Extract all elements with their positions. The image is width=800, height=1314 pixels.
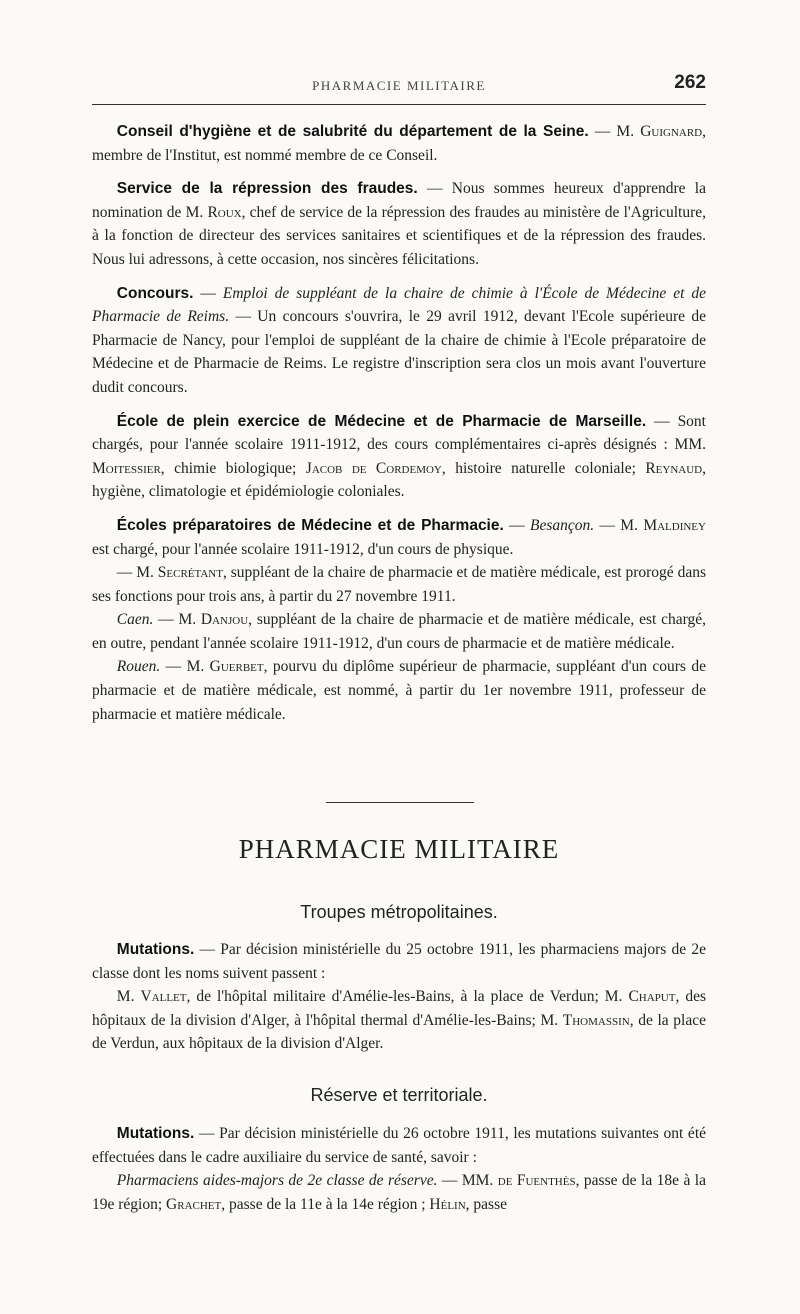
italic-run: Emploi de suppléant de la chaire de chimie à l'École de Médecine et de Pharmacie de Reims. bbox=[92, 284, 707, 326]
paragraph-caen bbox=[92, 608, 706, 655]
person-name: Reynaud bbox=[645, 459, 703, 477]
text-run: , suppléant de la chaire de pharmacie et de matière médicale, est prorogé dans ses fonctions pour trois ans, à partir du 27 novembre 1911. bbox=[92, 564, 706, 605]
italic-run: Besançon. bbox=[529, 516, 595, 534]
person-name: Jacob de Cordemoy bbox=[305, 459, 442, 477]
text-run: , hygiène, climatologie et épidémiologie coloniales. bbox=[92, 459, 706, 501]
text-run: — bbox=[193, 284, 223, 302]
text-run: — M. bbox=[160, 658, 210, 676]
text-run: , chimie biologique; bbox=[160, 459, 306, 477]
paragraph-repression-fraudes bbox=[92, 177, 706, 271]
italic-run: Caen. bbox=[116, 611, 154, 629]
paragraph-rouen bbox=[92, 655, 706, 726]
paragraph-heading: Mutations. bbox=[116, 1125, 195, 1142]
paragraph-heading: Concours. bbox=[116, 284, 194, 302]
person-name: Vallet bbox=[140, 988, 187, 1006]
person-name: de Fuenthès bbox=[497, 1172, 576, 1190]
paragraph-heading: Mutations. bbox=[116, 941, 195, 958]
paragraph-mutations-troupes bbox=[92, 938, 706, 985]
paragraph-ecoles-preparatoires bbox=[92, 514, 706, 561]
text-run: , passe de la 11e à la 14e région ; bbox=[221, 1195, 430, 1213]
person-name: Thomassin bbox=[562, 1011, 630, 1029]
paragraph-ecole-marseille bbox=[92, 410, 706, 504]
text-run: — Nous sommes heureux d'apprendre la nomination de M. bbox=[92, 180, 706, 221]
text-run: , histoire naturelle coloniale; bbox=[441, 459, 646, 477]
top-news-section bbox=[92, 120, 706, 726]
person-name: Roux bbox=[207, 203, 242, 221]
person-name: Chaput bbox=[628, 988, 676, 1006]
text-run: — M. bbox=[116, 564, 158, 582]
person-name: Hélin bbox=[429, 1195, 466, 1213]
text-run: — Un concours s'ouvrira, le 29 avril 1912, devant l'Ecole supérieure de Pharmacie de Nancy, pour l'emploi de suppléant de la chaire de chimie à l'Ecole préparatoire de Médecine et de Pharmacie de Reims. Le registre d'inscription sera clos un mois avant l'ouverture dudit concours. bbox=[92, 308, 706, 396]
paragraph-heading: Conseil d'hygiène et de salubrité du département de la Seine. bbox=[116, 123, 589, 140]
paragraph-mutations-list bbox=[92, 985, 706, 1056]
section-title: PHARMACIE MILITAIRE bbox=[238, 834, 560, 864]
person-name: Danjou bbox=[200, 611, 249, 629]
text-run: , passe bbox=[465, 1195, 507, 1213]
text-run: , chef de service de la répression des fraudes au ministère de l'Agriculture, à la fonction de directeur des services sanitaires et scientifiques et de la répression des fraudes. Nous lui adressons, à cette occasion, nos sincères félicitations. bbox=[92, 203, 706, 268]
reserve-section bbox=[92, 1122, 706, 1216]
paragraph-aides-majors bbox=[92, 1169, 706, 1216]
text-run: — Par décision ministérielle du 25 octobre 1911, les pharmaciens majors de 2e classe dont les noms suivent passent : bbox=[92, 941, 706, 982]
italic-run: Rouen. bbox=[116, 658, 161, 676]
paragraph-heading: École de plein exercice de Médecine et de Pharmacie de Marseille. bbox=[116, 412, 647, 430]
text-run: , des hôpitaux de la division d'Alger, à l'hôpital thermal d'Amélie-les-Bains; M. bbox=[92, 988, 706, 1029]
paragraph-secretant bbox=[92, 561, 706, 608]
text-run: , de l'hôpital militaire d'Amélie-les-Bains, à la place de Verdun; M. bbox=[186, 988, 629, 1006]
text-run: — bbox=[503, 516, 530, 534]
person-name: Maldiney bbox=[643, 516, 706, 534]
paragraph-mutations-reserve bbox=[92, 1122, 706, 1169]
person-name: Moitessier bbox=[92, 459, 161, 477]
paragraph-heading: Écoles préparatoires de Médecine et de Pharmacie. bbox=[116, 516, 504, 534]
text-run: , membre de l'Institut, est nommé membre de ce Conseil. bbox=[92, 123, 706, 164]
page-header bbox=[92, 68, 706, 105]
text-run: , pourvu du diplôme supérieur de pharmacie, suppléant d'un cours de pharmacie et de matière médicale, est nommé, à partir du 1er novembre 1911, professeur de pharmacie et matière médicale. bbox=[92, 658, 706, 723]
person-name: Guignard bbox=[640, 123, 703, 140]
italic-run: Pharmaciens aides-majors de 2e classe de réserve. bbox=[116, 1172, 438, 1190]
subsection-title-troupes: Troupes métropolitaines. bbox=[300, 902, 498, 922]
person-name: Secrétant bbox=[157, 564, 223, 582]
page-number: 262 bbox=[674, 72, 706, 93]
paragraph-concours bbox=[92, 282, 706, 400]
person-name: Guerbet bbox=[209, 658, 264, 676]
section-divider bbox=[326, 802, 474, 803]
text-run: M. bbox=[116, 988, 141, 1006]
paragraph-heading: Service de la répression des fraudes. bbox=[116, 180, 418, 198]
text-run: — M. bbox=[594, 516, 644, 534]
text-run: , passe de la 18e à la 19e région; bbox=[92, 1172, 706, 1213]
text-run: est chargé, pour l'année scolaire 1911-1912, d'un cours de physique. bbox=[92, 540, 514, 558]
person-name: Grachet bbox=[166, 1195, 222, 1213]
text-run: , suppléant de la chaire de pharmacie et de matière médicale, est chargé, en outre, pendant l'année scolaire 1911-1912, d'un cours de pharmacie et de matière médicale. bbox=[92, 611, 706, 652]
text-run: — Par décision ministérielle du 26 octobre 1911, les mutations suivantes ont été effectuées dans le cadre auxiliaire du service de santé, savoir : bbox=[92, 1125, 706, 1166]
running-title: PHARMACIE MILITAIRE bbox=[312, 78, 486, 93]
subsection-title-reserve: Réserve et territoriale. bbox=[310, 1085, 488, 1105]
text-run: — M. bbox=[153, 611, 201, 629]
paragraph-conseil-hygiene bbox=[92, 120, 706, 167]
text-run: , de la place de Verdun, aux hôpitaux de la division d'Alger. bbox=[92, 1011, 706, 1053]
text-run: — M. bbox=[588, 123, 641, 140]
text-run: — Sont chargés, pour l'année scolaire 1911-1912, des cours complémentaires ci-après désignés : MM. bbox=[92, 412, 706, 454]
troupes-section bbox=[92, 938, 706, 1056]
text-run: — MM. bbox=[437, 1172, 498, 1190]
